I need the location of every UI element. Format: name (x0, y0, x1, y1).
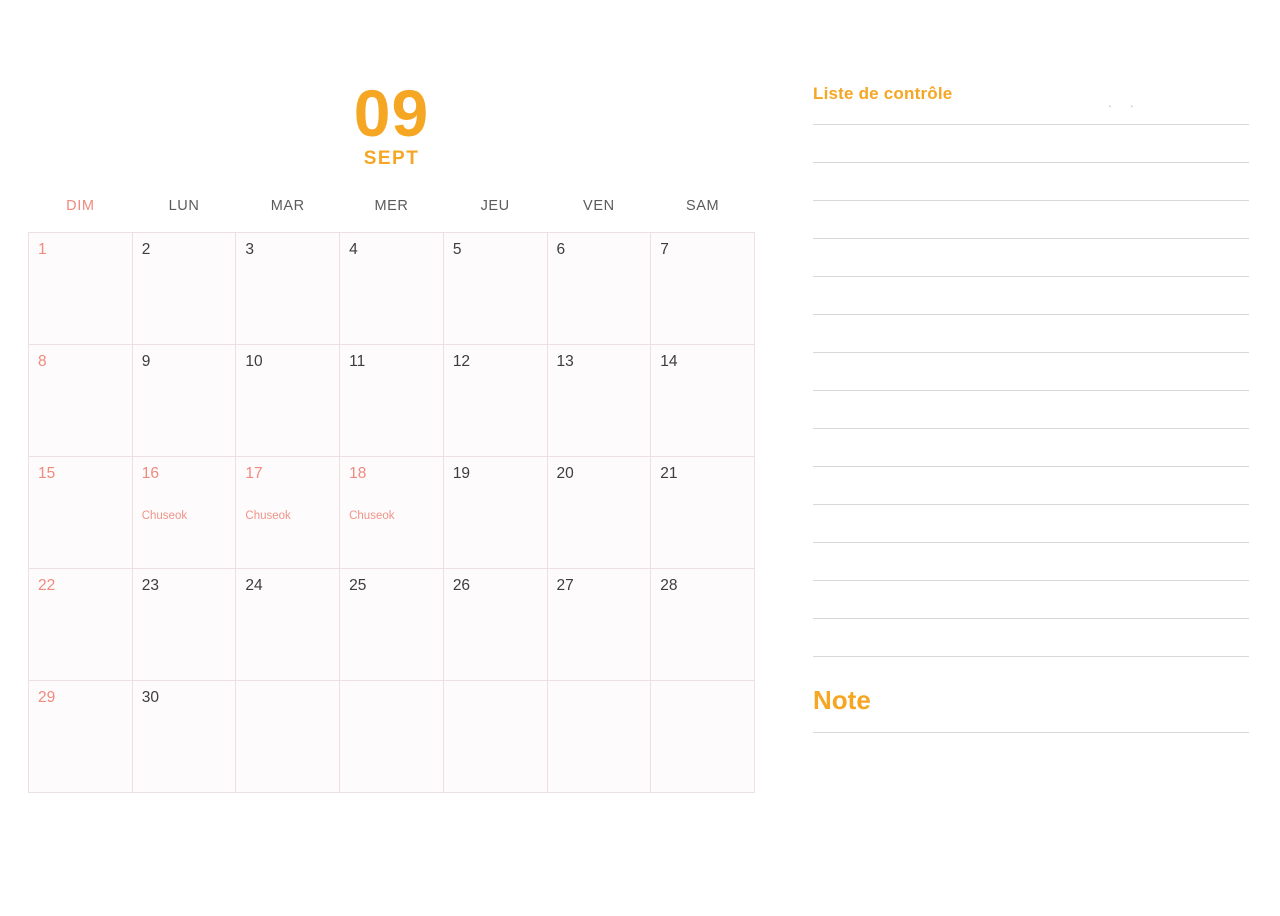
day-cell[interactable] (443, 345, 547, 457)
day-number: 7 (660, 241, 669, 258)
checklist-line[interactable] (813, 315, 1249, 353)
day-cell[interactable] (29, 681, 133, 793)
day-cell[interactable] (340, 345, 444, 457)
checklist-line[interactable] (813, 277, 1249, 315)
note-title: Note (813, 685, 871, 715)
checklist-line[interactable] (813, 505, 1249, 543)
day-number: 5 (452, 241, 462, 258)
day-cell[interactable] (132, 569, 236, 681)
day-number: 15 (38, 465, 56, 482)
sidebar-panel (813, 84, 1249, 913)
checklist-line[interactable] (813, 391, 1249, 429)
checklist-line[interactable] (813, 163, 1249, 201)
day-cell[interactable] (443, 457, 547, 569)
checklist-line[interactable] (813, 201, 1249, 239)
month-name: SEPT (363, 148, 420, 169)
day-number: 28 (660, 577, 678, 594)
checklist-line[interactable] (813, 353, 1249, 391)
checklist-line[interactable] (813, 581, 1249, 619)
day-number: 16 (141, 465, 159, 482)
calendar-week-row (29, 569, 755, 681)
day-number: 27 (556, 577, 574, 594)
day-cell[interactable] (236, 345, 340, 457)
day-cell[interactable] (236, 569, 340, 681)
day-number: 1 (38, 241, 47, 258)
day-event: Chuseok (349, 510, 395, 522)
weekday-header-row (29, 188, 755, 233)
day-number: 2 (141, 241, 151, 258)
checklist-line[interactable] (813, 429, 1249, 467)
day-number: 18 (349, 465, 367, 482)
checklist-lines (813, 124, 1249, 657)
day-number: 13 (556, 353, 574, 370)
day-cell[interactable] (236, 457, 340, 569)
day-cell[interactable] (29, 345, 133, 457)
day-number: 3 (245, 241, 255, 258)
checklist-line[interactable] (813, 124, 1249, 163)
day-cell-empty (547, 681, 651, 793)
day-cell[interactable] (132, 457, 236, 569)
month-header (28, 76, 755, 170)
day-cell-empty (443, 681, 547, 793)
calendar-week-row (29, 681, 755, 793)
day-number: 8 (38, 353, 47, 370)
weekday-ven: VEN (583, 198, 615, 214)
day-cell[interactable] (547, 233, 651, 345)
checklist-line[interactable] (813, 239, 1249, 277)
day-cell-empty (340, 681, 444, 793)
checklist-line[interactable] (813, 467, 1249, 505)
day-cell[interactable] (651, 233, 755, 345)
day-number: 9 (141, 353, 151, 370)
day-cell[interactable] (547, 569, 651, 681)
weekday-mer: MER (374, 198, 409, 214)
note-area[interactable] (813, 733, 1249, 913)
calendar-week-row (29, 457, 755, 569)
day-cell[interactable] (547, 457, 651, 569)
day-cell[interactable] (443, 569, 547, 681)
day-cell[interactable] (547, 345, 651, 457)
weekday-jeu: JEU (480, 198, 510, 214)
checklist-title: Liste de contrôle (813, 84, 953, 103)
day-number: 30 (141, 689, 159, 706)
day-number: 29 (38, 689, 56, 706)
day-number: 11 (349, 353, 366, 370)
day-cell[interactable] (651, 345, 755, 457)
day-cell[interactable] (340, 233, 444, 345)
day-cell[interactable] (340, 457, 444, 569)
day-number: 25 (349, 577, 367, 594)
day-event: Chuseok (245, 510, 291, 522)
day-cell[interactable] (29, 233, 133, 345)
day-cell-empty (651, 681, 755, 793)
weekday-dim: DIM (66, 198, 95, 214)
checklist-dots: · · (1107, 98, 1141, 113)
day-number: 21 (660, 465, 678, 482)
checklist-line[interactable] (813, 619, 1249, 657)
day-number: 23 (141, 577, 159, 594)
day-number: 12 (452, 353, 471, 370)
weekday-sam: SAM (685, 198, 720, 214)
day-event: Chuseok (141, 510, 188, 522)
day-number: 17 (245, 465, 263, 482)
day-number: 14 (660, 353, 678, 370)
day-number: 20 (556, 465, 574, 482)
calendar-week-row (29, 345, 755, 457)
day-cell[interactable] (340, 569, 444, 681)
day-number: 26 (452, 577, 471, 594)
day-cell[interactable] (132, 345, 236, 457)
day-number: 22 (38, 577, 56, 594)
day-cell[interactable] (132, 233, 236, 345)
day-number: 19 (452, 465, 471, 482)
day-number: 24 (245, 577, 263, 594)
day-cell[interactable] (651, 457, 755, 569)
day-cell-empty (236, 681, 340, 793)
day-number: 10 (245, 353, 263, 370)
day-cell[interactable] (443, 233, 547, 345)
weekday-mar: MAR (270, 198, 305, 214)
day-cell[interactable] (29, 569, 133, 681)
day-cell[interactable] (132, 681, 236, 793)
day-number: 6 (556, 241, 566, 258)
checklist-line[interactable] (813, 543, 1249, 581)
day-cell[interactable] (236, 233, 340, 345)
month-number: 09 (353, 76, 430, 150)
weekday-lun: LUN (168, 198, 200, 214)
calendar-grid (28, 188, 755, 793)
day-cell[interactable] (29, 457, 133, 569)
day-number: 4 (349, 241, 358, 258)
note-divider (813, 722, 1249, 733)
calendar-section (28, 76, 755, 793)
day-cell[interactable] (651, 569, 755, 681)
calendar-week-row (29, 233, 755, 345)
